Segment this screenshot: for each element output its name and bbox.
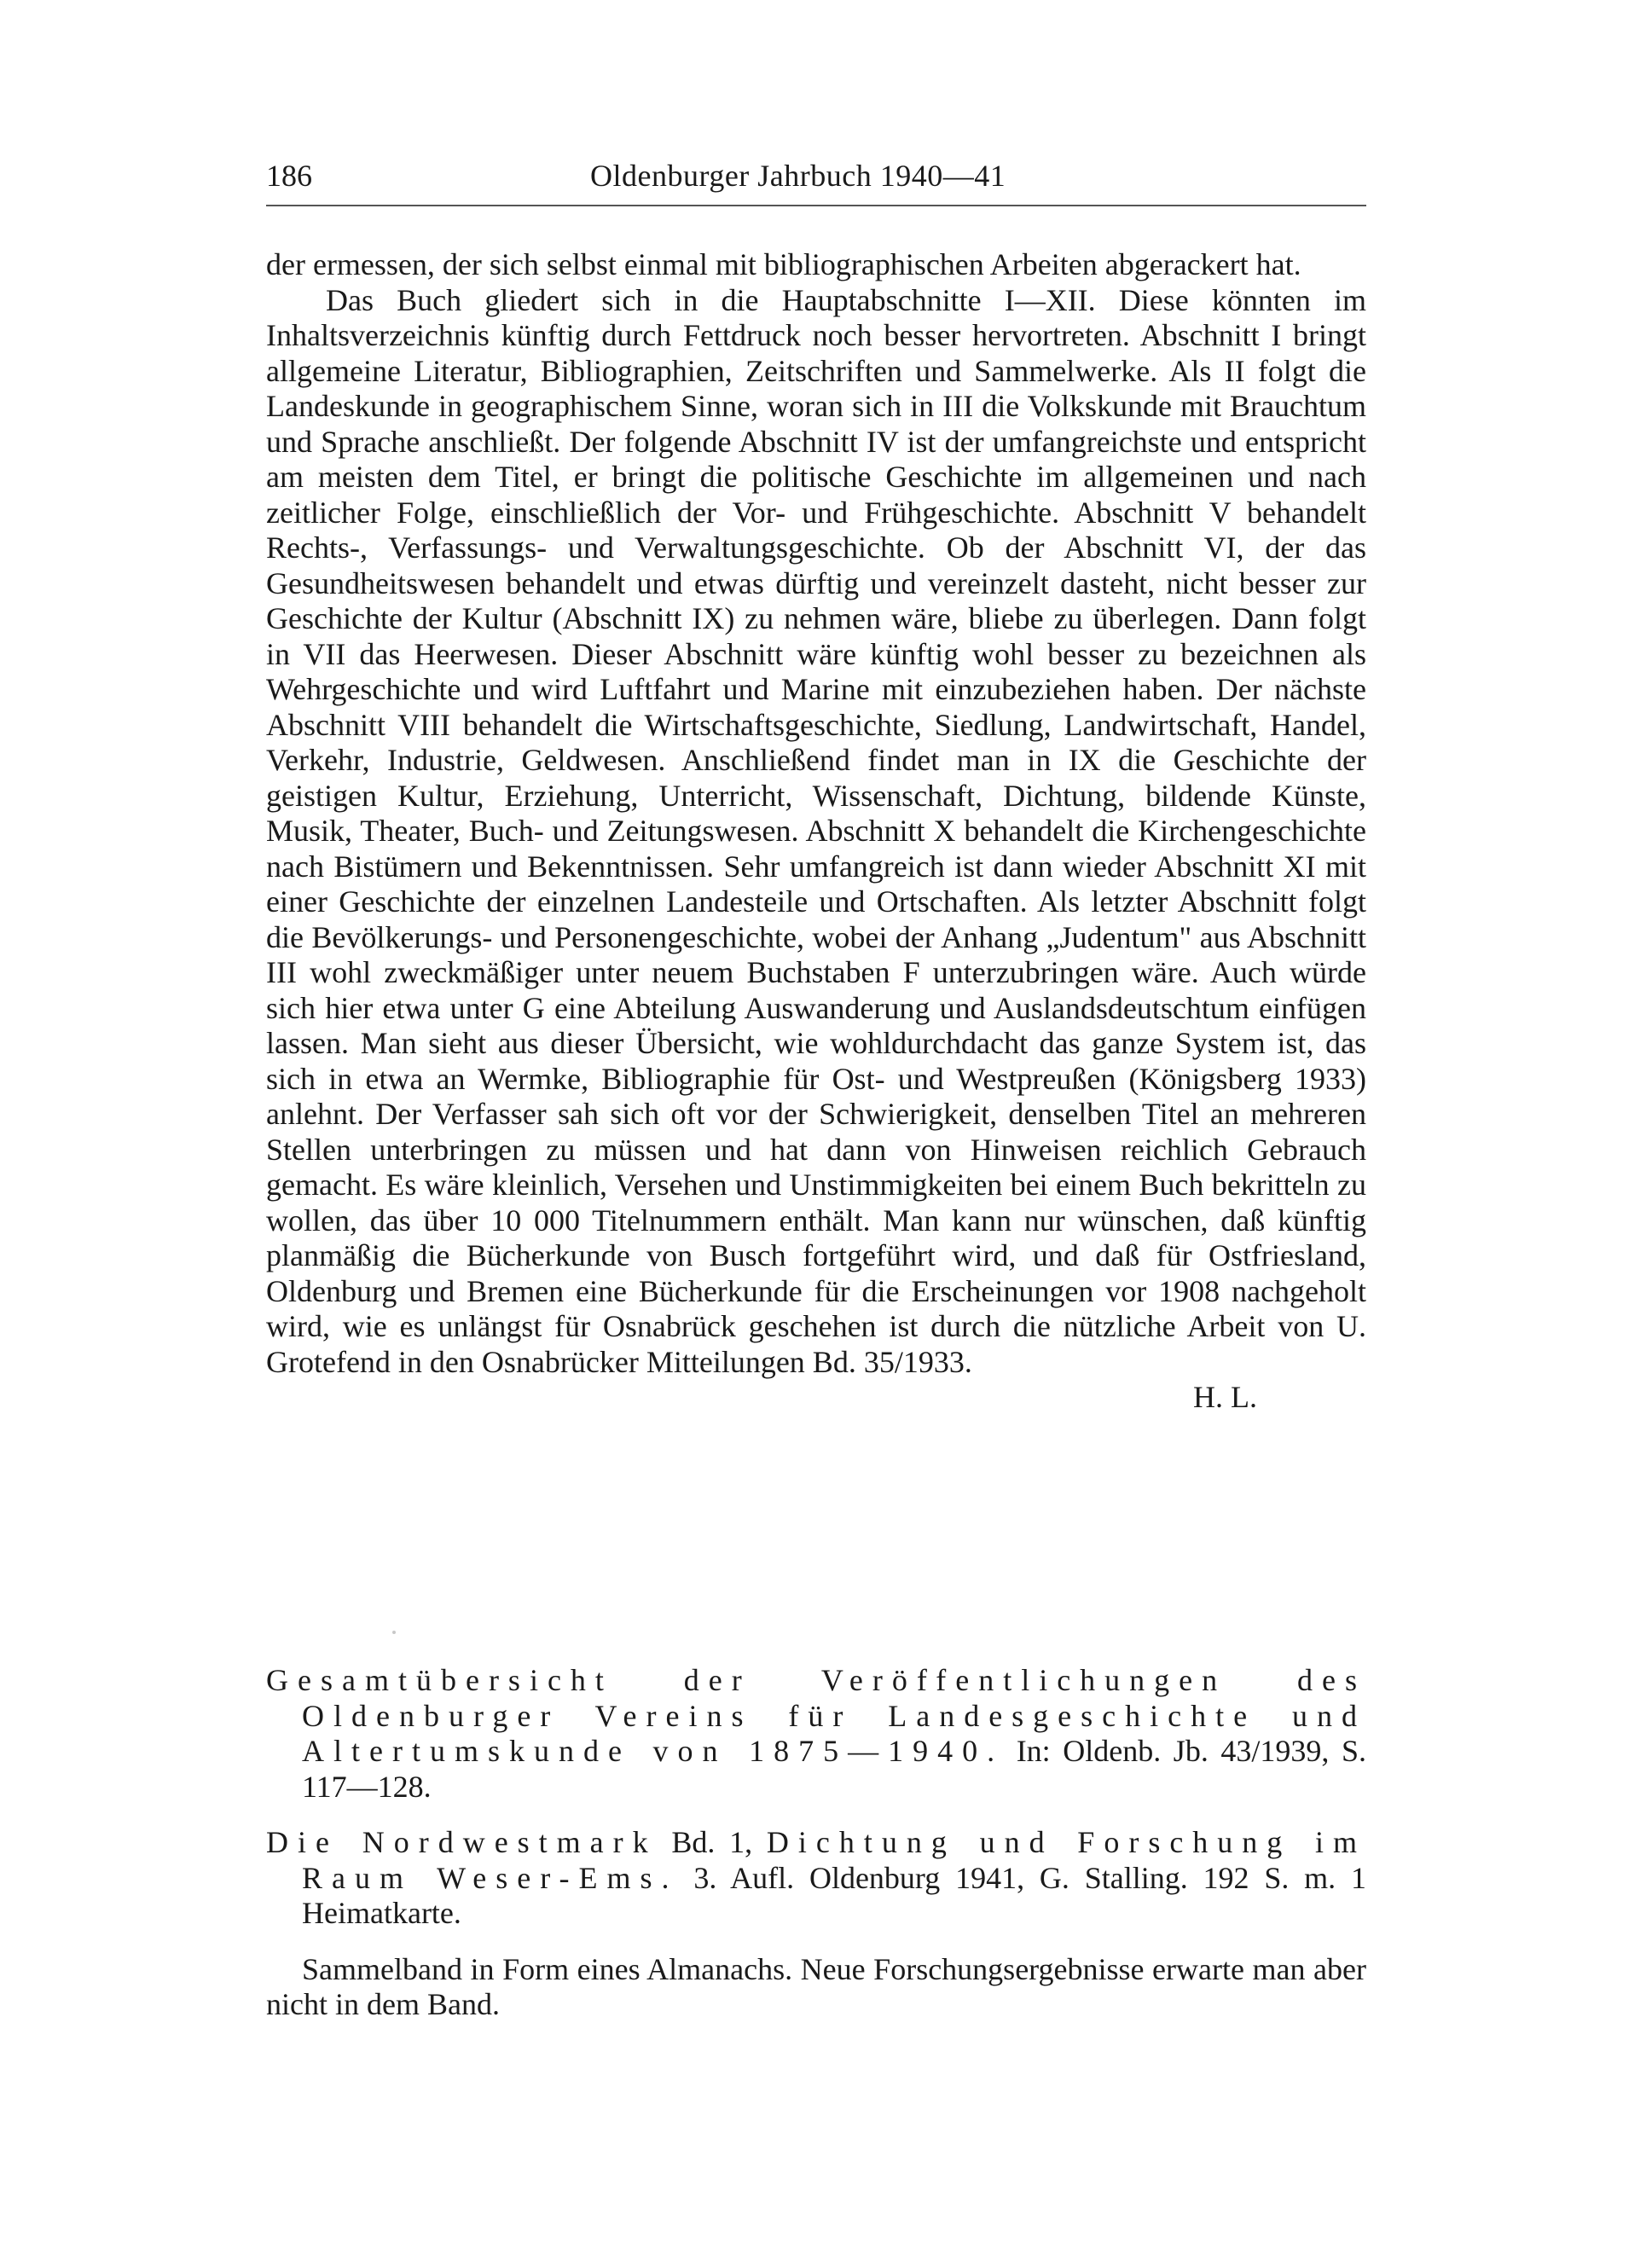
header-rule [266,205,1366,206]
scan-speck [392,1631,396,1634]
entry-details: In: Oldenb. Jb. 43/1939, S. 117—128. [302,1734,1366,1804]
entry-title: Die Nordwestmark [266,1825,658,1859]
running-head [266,152,1375,200]
bibliography-entry [266,1825,1366,1932]
entry-details: 3. Aufl. Oldenburg 1941, G. Stalling. 192 S. m. 1 Heimatkarte. [302,1860,1366,1930]
review-paragraph: der ermessen, der sich selbst einmal mit bibliographischen Arbeiten abgerackert hat. [266,247,1301,281]
review-body [266,247,1366,1416]
review-paragraph: Das Buch gliedert sich in die Hauptabschnitte I—XII. Diese könnten im Inhaltsverzeichnis künftig durch Fettdruck noch besser hervortreten. Abschnitt I bringt allgemeine Literatur, Bibliographien, Zeitschriften und Sammelwerke. Als II folgt die Landeskunde in geographischem Sinne, woran sich in III die Volkskunde mit Brauchtum und Sprache anschließt. Der folgende Abschnitt IV ist der umfangreichste und entspricht am meisten dem Titel, er bringt die politische Geschichte im allgemeinen und nach zeitlicher Folge, einschließlich der Vor- und Frühgeschichte. Abschnitt V behandelt Rechts-, Verfassungs- und Verwaltungsgeschichte. Ob der Abschnitt VI, der das Gesundheitswesen behandelt und etwas dürftig und vereinzelt dasteht, nicht besser zur Geschichte der Kultur (Abschnitt IX) zu nehmen wäre, bliebe zu überlegen. Dann folgt in VII das Heerwesen. Dieser Abschnitt wäre künftig wohl besser zu bezeichnen als Wehrgeschichte und wird Luftfahrt und Marine mit einzubeziehen haben. Der nächste Abschnitt VIII behandelt die Wirtschaftsgeschichte, Siedlung, Landwirtschaft, Handel, Verkehr, Industrie, Geldwesen. Anschließend findet man in IX die Geschichte der geistigen Kultur, Erziehung, Unterricht, Wissenschaft, Dichtung, bildende Künste, Musik, Theater, Buch- und Zeitungswesen. Abschnitt X behandelt die Kirchengeschichte nach Bistümern und Bekenntnissen. Sehr umfangreich ist dann wieder Abschnitt XI mit einer Geschichte der einzelnen Landesteile und Ortschaften. Als letzter Abschnitt folgt die Bevölkerungs- und Personengeschichte, wobei der Anhang „Judentum" aus Abschnitt III wohl zweckmäßiger unter neuem Buchstaben F unterzubringen wäre. Auch würde sich hier etwa unter G eine Abteilung Auswanderung und Auslandsdeutschtum einfügen lassen. Man sieht aus dieser Übersicht, wie wohldurchdacht das ganze System ist, das sich in etwa an Wermke, Bibliographie für Ost- und Westpreußen (Königsberg 1933) anlehnt. Der Verfasser sah sich oft vor der Schwierigkeit, denselben Titel an mehreren Stellen unterbringen zu müssen und hat dann von Hinweisen reichlich Gebrauch gemacht. Es wäre kleinlich, Versehen und Unstimmigkeiten bei einem Buch bekritteln zu wollen, das über 10 000 Titelnummern enthält. Man kann nur wünschen, daß künftig planmäßig die Bücherkunde von Busch fortgeführt wird, und daß für Ostfriesland, Oldenburg und Bremen eine Bücherkunde für die Erscheinungen vor 1908 nachgeholt wird, wie es unlängst für Osnabrück geschehen ist durch die nützliche Arbeit von U. Grotefend in den Osnabrücker Mitteilungen Bd. 35/1933. [266,282,1366,1379]
journal-title: Oldenburger Jahrbuch 1940—41 [590,159,1006,193]
review-signature: H. L. [1193,1380,1257,1414]
bibliography-entry [266,1663,1366,1805]
page-number: 186 [266,159,312,193]
entry-volume: Bd. 1, [671,1825,753,1859]
entry-subtitle: Dichtung und Forschung im Raum Weser-Ems. [302,1825,1367,1895]
bibliography-entries [266,1663,1366,2023]
entry-title: Gesamtübersicht der Veröffentlichungen des Oldenburger Vereins für Landesgeschichte und Altertumskunde von 1875—1940. [266,1663,1366,1768]
entry-note: Sammelband in Form eines Almanachs. Neue Forschungsergebnisse erwarte man aber nicht in dem Band. [266,1951,1366,2021]
